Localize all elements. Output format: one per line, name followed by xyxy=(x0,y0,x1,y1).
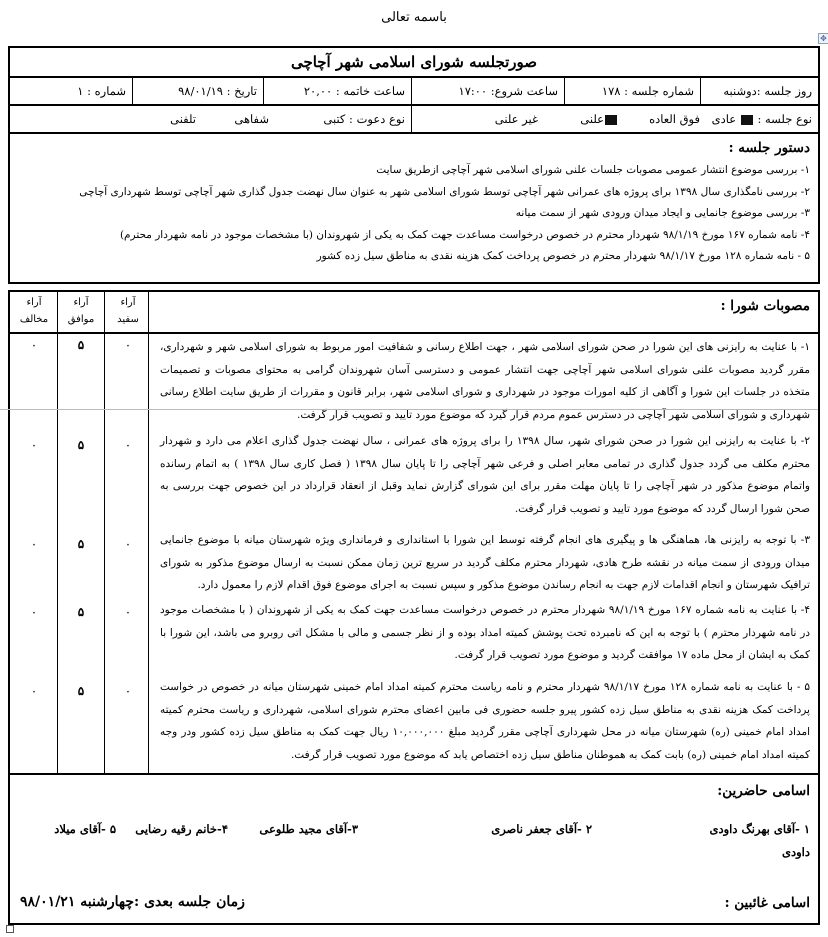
invocation-heading: باسمه تعالی xyxy=(381,10,447,25)
attendee: ۱ -آقای بهرنگ داودی xyxy=(709,822,810,836)
next-session-time: زمان جلسه بعدی :چهارشنبه ۹۸/۰۱/۲۱ xyxy=(20,894,245,910)
vote-for: ۵ xyxy=(77,684,85,698)
session-type-cell xyxy=(411,106,818,132)
vote-for: ۵ xyxy=(77,438,85,452)
vote-header-blank-line2: سفید xyxy=(117,314,139,325)
session-info-row xyxy=(10,78,818,106)
vote-blank: ۰ xyxy=(124,338,132,352)
start-time: ساعت شروع: ۱۷:۰۰ xyxy=(411,78,564,104)
vote-blank: ۰ xyxy=(124,537,132,551)
vote-header-for-line2: موافق xyxy=(67,314,95,325)
end-of-document-mark-icon xyxy=(6,925,14,933)
vote-header-against-line1: آراء xyxy=(26,297,42,308)
agenda-item: ۴- نامه شماره ۱۶۷ مورخ ۹۸/۱/۱۹ شهردار محترم در خصوص درخواست مساعدت جهت کمک به یکی از شهروندان (با مشخصات موجود در نامه شهردار محترم) xyxy=(119,228,810,241)
agenda-item: ۳- بررسی موضوع جانمایی و ایجاد میدان ورودی شهر از سمت میانه xyxy=(515,207,810,219)
agenda-item: ۱- بررسی موضوع انتشار عمومی مصوبات جلسات علنی شورای اسلامی شهر آچاچی ازطریق سایت xyxy=(376,164,810,176)
attendees-title: اسامی حاضرین: xyxy=(717,783,810,799)
option-regular: عادی xyxy=(711,112,737,126)
vote-against: ۰ xyxy=(30,605,38,619)
vote-header-blank-line1: آراء xyxy=(120,297,136,308)
vote-header-blank xyxy=(106,294,150,328)
session-type-label: نوع جلسه : xyxy=(757,112,812,126)
resolutions-table xyxy=(8,290,820,775)
vote-blank: ۰ xyxy=(124,605,132,619)
end-time: ساعت خاتمه : ۲۰,۰۰ xyxy=(263,78,411,104)
invite-type-label: نوع دعوت : کتبی xyxy=(323,112,405,126)
vote-against: ۰ xyxy=(30,537,38,551)
vote-against: ۰ xyxy=(30,338,38,352)
document-number: شماره : ۱ xyxy=(77,84,126,98)
invite-type-cell xyxy=(10,106,411,132)
session-date: تاریخ : ۹۸/۰۱/۱۹ xyxy=(132,78,263,104)
invite-oral: شفاهی xyxy=(234,112,269,126)
column-divider xyxy=(148,292,149,773)
vote-for: ۵ xyxy=(77,605,85,619)
attendee: ۲ -آقای جعفر ناصری xyxy=(491,822,592,836)
attendee: ۳-آقای مجید طلوعی xyxy=(259,822,358,836)
column-divider xyxy=(104,292,105,773)
vote-header-for-line1: آراء xyxy=(73,297,89,308)
vote-header-against xyxy=(12,294,56,328)
vote-against: ۰ xyxy=(30,684,38,698)
option-public: علنی xyxy=(580,112,604,126)
attendees-section xyxy=(8,775,820,925)
agenda-section xyxy=(10,134,818,282)
vote-for: ۵ xyxy=(77,537,85,551)
attendee: ۵ -آقای میلاد xyxy=(54,822,116,836)
checkbox-public-checked-icon[interactable] xyxy=(605,115,617,125)
resolution-item: ۴- با عنایت به نامه شماره ۱۶۷ مورخ ۹۸/۱/۱۹ شهردار محترم در خصوص درخواست مساعدت جهت کمک به یکی از شهروندان ( با مشخصات موجود در نامه شهردار محترم ) با توجه به این که نامبرده تحت پوشش کمیته امداد بوده و از نظر جسمی و مالی با مشکل اتی روبرو می باشد، این شورا با کمک به ایشان از محل ماده ۱۷ موافقت گردید و موضوع مورد تصویب قرار گرفت. xyxy=(160,604,810,661)
option-public-wrap xyxy=(580,106,618,132)
page-break-line xyxy=(0,409,818,410)
vote-blank: ۰ xyxy=(124,684,132,698)
vote-blank: ۰ xyxy=(124,438,132,452)
resolution-item: ۳- با توجه به رایزنی ها، هماهنگی ها و پیگیری های انجام گرفته توسط این شورا با استانداری و فرمانداری ویژه شهرستان میانه با موضوع جانمایی میدان ورودی از سمت میانه در نقشه طرح هادی، شهردار محترم مکلف گردید در سریع ترین زمان ممکن نسبت به ارسال موضوع مذکور به شورای ترافیک شهرستان و انجام اقدامات لازم جهت به انجام رساندن موضوع مذکور و سپس نسبت به اجرای موضوع فوق اقدام لازم را معمول دارد. xyxy=(160,534,810,591)
attendee-name-wrap: داودی xyxy=(782,845,810,859)
vote-header-against-line2: مخالف xyxy=(19,314,49,325)
vote-for: ۵ xyxy=(77,338,85,352)
option-private: غیر علنی xyxy=(494,112,538,126)
table-move-handle-icon[interactable]: ✥ xyxy=(818,33,828,44)
column-divider xyxy=(57,292,58,773)
document-title: صورتجلسه شورای اسلامی شهر آچاچی xyxy=(10,48,818,78)
agenda-title: دستور جلسه : xyxy=(728,140,810,156)
session-type-row xyxy=(10,106,818,134)
resolutions-title: مصوبات شورا : xyxy=(720,298,810,314)
invite-phone: تلفنی xyxy=(170,112,196,126)
attendee: ۴-خانم رقیه رضایی xyxy=(135,822,228,836)
resolution-item: ۲- با عنایت به رایزنی این شورا در صحن شورای شهر، سال ۱۳۹۸ را برای پروژه های عمرانی ، سال نهضت جدول گذاری اعلام می دارد و شهردار محترم مکلف می گردد جدول گذاری در تمامی معابر اصلی و فرعی شهر آچاچی را تا پایان سال ۱۳۹۸ ( فصل کاری سال ۱۳۹۸ ) به اتمام رسانده واتمام موضوع مذکور در شهر آچاچی را تا پایان مهلت مقرر برای این شورای گزارش نماید وقبل از انعقاد قرارداد در این خصوص جهت بررسی به صحن شورا ارسال گردد که موضوع مورد تایید و تصویب قرار گرفت. xyxy=(160,435,810,515)
resolution-item: ۱- با عنایت به رایزنی های این شورا در صحن شورای اسلامی شهر ، جهت اطلاع رسانی و شفافیت امور مربوط به شورای اسلامی شهر و شهرداری، مقرر گردید مصوبات علنی شورای اسلامی شهر آچاچی جهت انتشار عمومی و دسترسی آسان شهروندان گرامی به محتوای مصوبات و تصمیمات متخذه در جلسات این شورا و آگاهی از کلیه امورات موجود در شهرداری و شورای اسلامی شهر، برابر قانون و مقررات از طریق سایت اطلاع رسانی شهرداری و شورای اسلامی شهر آچاچی در دسترس عموم مردم قرار گیرد که موضوع مورد تایید و تصویب قرار گرفت. xyxy=(160,341,810,421)
absentees-title: اسامی غائبین : xyxy=(724,895,810,911)
vote-against: ۰ xyxy=(30,438,38,452)
minutes-header-table xyxy=(8,46,820,284)
resolution-item: ۵ - با عنایت به نامه شماره ۱۲۸ مورخ ۹۸/۱/۱۷ شهردار محترم و نامه ریاست محترم کمیته امداد امام خمینی شهرستان میانه در خصوص در خواست پرداخت کمک هزینه نقدی به مناطق سیل زده کشور پیرو جلسه حضوری فی مابین اعضای محترم شورای اسلامی، شهرداری و ریاست محترم کمیته امداد امام خمینی (ره) شهرستان میانه در محل شهرداری آچاچی مقرر گردید مبلغ ۱۰,۰۰۰,۰۰۰ ریال جهت کمک به مناطق سیل زده کشور ودر وجه کمیته امداد امام خمینی (ره) بابت کمک به هموطنان مناطق سیل زده اختصاص یابد که موضوع مورد تصویب قرار گرفت. xyxy=(160,681,811,761)
session-number: شماره جلسه : ۱۷۸ xyxy=(564,78,700,104)
agenda-item: ۲- بررسی نامگذاری سال ۱۳۹۸ برای پروژه های عمرانی شهر آچاچی توسط شورای اسلامی شهر به عنوان سال نهضت جدول گذاری شهر آچاچی توسط شهرداری آچاچی xyxy=(79,185,810,198)
vote-header-for xyxy=(59,294,103,328)
agenda-item: ۵ - نامه شماره ۱۲۸ مورخ ۹۸/۱/۱۷ شهردار محترم در خصوص پرداخت کمک هزینه نقدی به مناطق سیل زده کشور xyxy=(316,250,810,262)
session-day: روز جلسه :دوشنبه xyxy=(700,78,818,104)
checkbox-regular-checked-icon[interactable] xyxy=(741,115,753,125)
option-extraordinary: فوق العاده xyxy=(649,112,700,126)
